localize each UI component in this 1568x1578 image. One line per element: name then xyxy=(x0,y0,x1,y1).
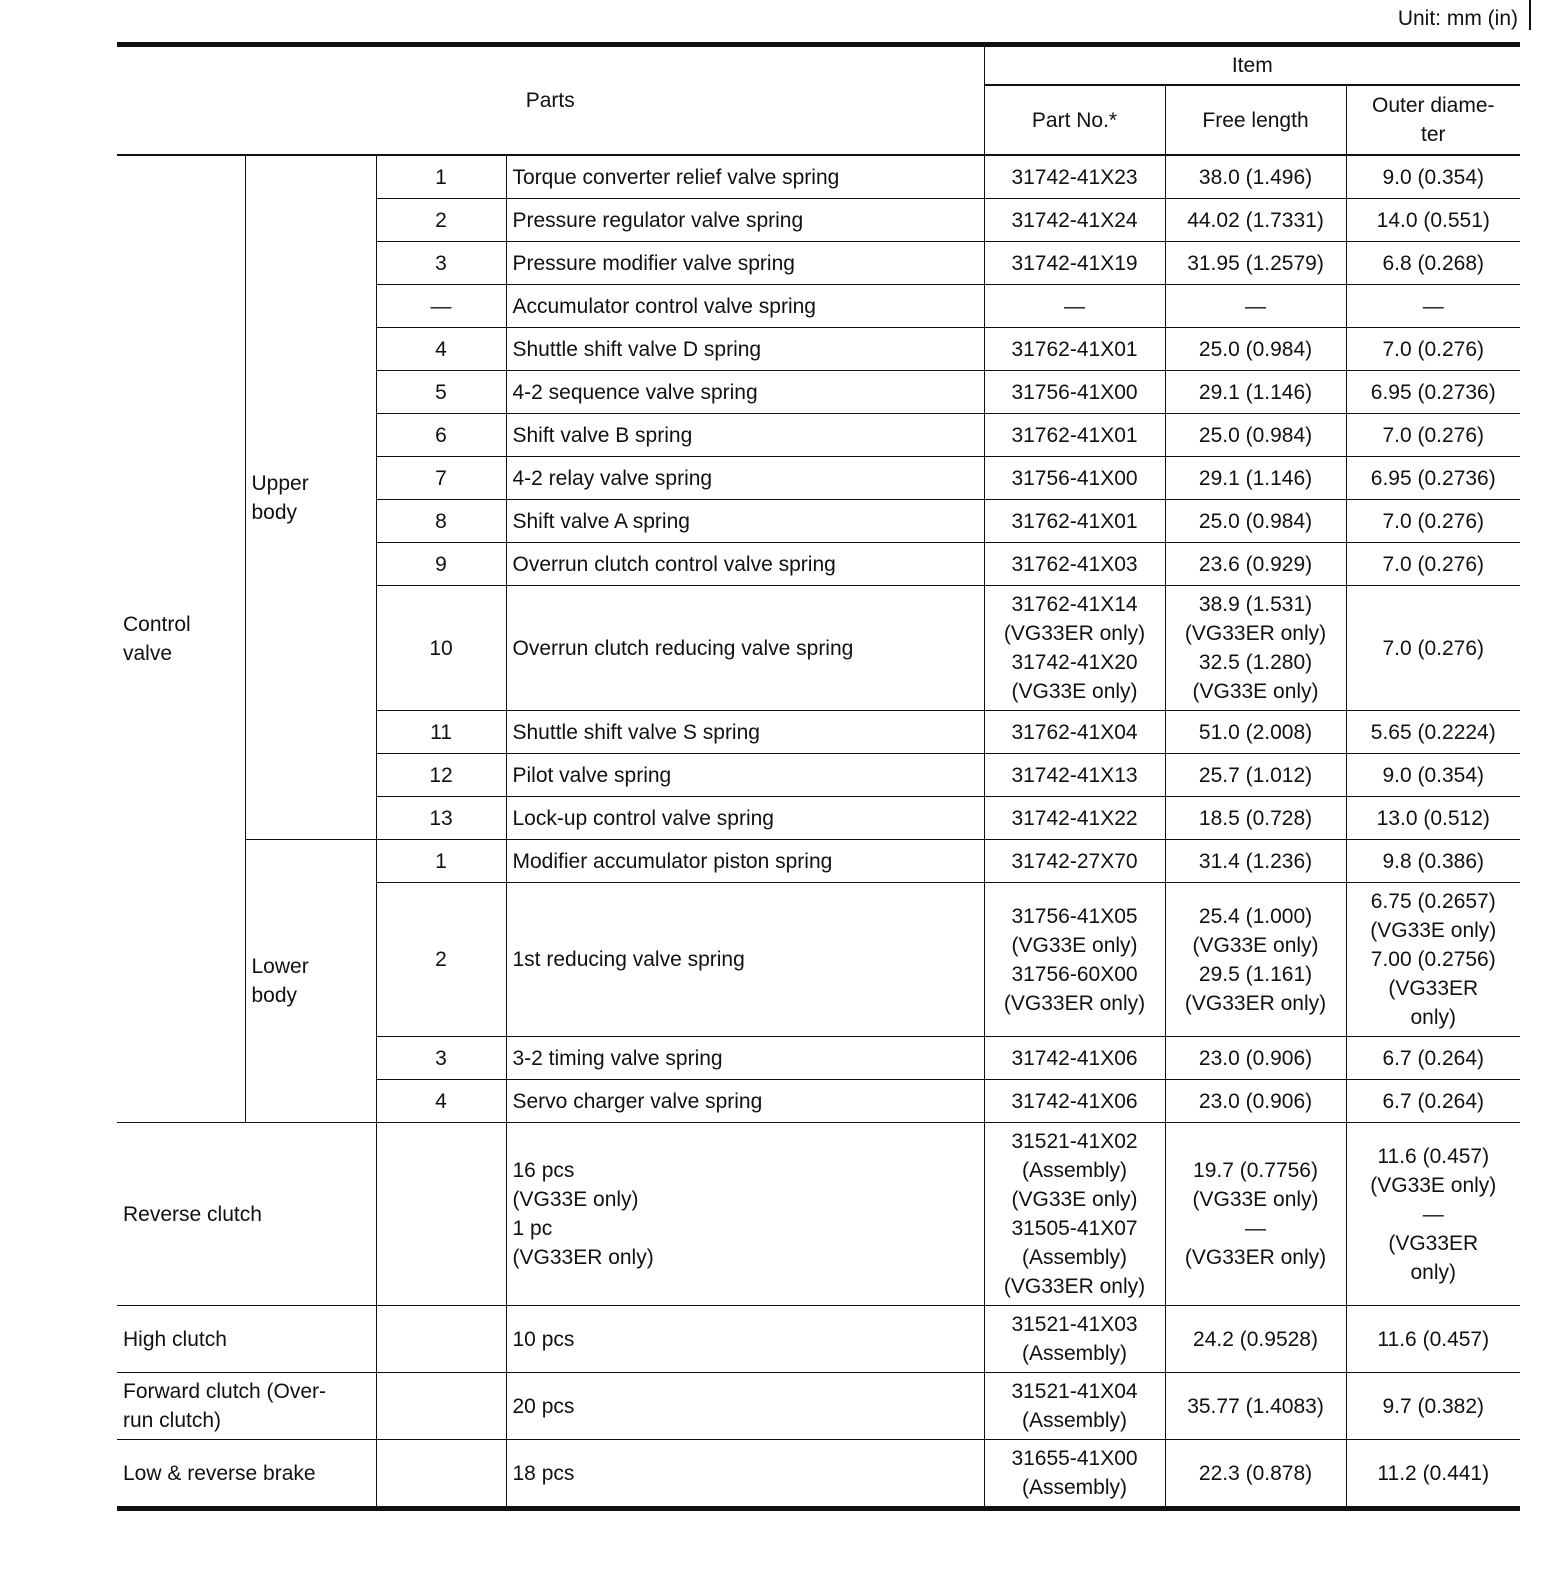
free-length: 23.0 (0.906) xyxy=(1165,1037,1346,1080)
part-name: Modifier accumulator piston spring xyxy=(506,840,984,883)
item-number: 1 xyxy=(376,155,506,199)
item-number: 4 xyxy=(376,328,506,371)
outer-diameter: 7.0 (0.276) xyxy=(1346,328,1520,371)
table-row xyxy=(117,155,1520,199)
item-number: 1 xyxy=(376,840,506,883)
free-length: 25.0 (0.984) xyxy=(1165,414,1346,457)
table-row xyxy=(117,1373,1520,1440)
part-name: Shift valve B spring xyxy=(506,414,984,457)
outer-diameter: 9.0 (0.354) xyxy=(1346,754,1520,797)
outer-diameter: 7.0 (0.276) xyxy=(1346,543,1520,586)
free-length: 38.0 (1.496) xyxy=(1165,155,1346,199)
outer-diameter: 6.95 (0.2736) xyxy=(1346,371,1520,414)
free-length: 18.5 (0.728) xyxy=(1165,797,1346,840)
outer-diameter: 7.0 (0.276) xyxy=(1346,586,1520,711)
assembly-name: Low & reverse brake xyxy=(117,1440,376,1509)
part-number: 31742-27X70 xyxy=(984,840,1165,883)
outer-diameter: 9.0 (0.354) xyxy=(1346,155,1520,199)
empty-cell xyxy=(376,1123,506,1306)
item-number: 11 xyxy=(376,711,506,754)
outer-diameter: 11.6 (0.457) (VG33E only) — (VG33ER only) xyxy=(1346,1123,1520,1306)
outer-diameter: 6.95 (0.2736) xyxy=(1346,457,1520,500)
part-number: 31655-41X00 (Assembly) xyxy=(984,1440,1165,1509)
part-number: 31762-41X01 xyxy=(984,500,1165,543)
part-number: 31756-41X00 xyxy=(984,457,1165,500)
group-control-valve: Control valve xyxy=(117,155,245,1123)
item-number: 9 xyxy=(376,543,506,586)
empty-cell xyxy=(376,1306,506,1373)
part-name: 4-2 sequence valve spring xyxy=(506,371,984,414)
part-number: 31756-41X00 xyxy=(984,371,1165,414)
unit-label: Unit: mm (in) xyxy=(1397,7,1518,30)
item-number: 8 xyxy=(376,500,506,543)
item-number: 3 xyxy=(376,1037,506,1080)
quantity: 16 pcs (VG33E only) 1 pc (VG33ER only) xyxy=(506,1123,984,1306)
item-number: 6 xyxy=(376,414,506,457)
part-name: Shuttle shift valve S spring xyxy=(506,711,984,754)
part-number: 31742-41X24 xyxy=(984,199,1165,242)
outer-diameter: 6.8 (0.268) xyxy=(1346,242,1520,285)
free-length: 23.6 (0.929) xyxy=(1165,543,1346,586)
part-number: 31762-41X03 xyxy=(984,543,1165,586)
part-name: Servo charger valve spring xyxy=(506,1080,984,1123)
part-number: 31742-41X06 xyxy=(984,1037,1165,1080)
item-number: 2 xyxy=(376,883,506,1037)
part-name: Pilot valve spring xyxy=(506,754,984,797)
part-number: 31762-41X01 xyxy=(984,328,1165,371)
free-length: 22.3 (0.878) xyxy=(1165,1440,1346,1509)
outer-diameter: 11.6 (0.457) xyxy=(1346,1306,1520,1373)
part-number: 31762-41X14 (VG33ER only) 31742-41X20 (VG33E only) xyxy=(984,586,1165,711)
table-row xyxy=(117,1440,1520,1509)
outer-diameter: 9.7 (0.382) xyxy=(1346,1373,1520,1440)
part-name: Shift valve A spring xyxy=(506,500,984,543)
part-number: 31742-41X13 xyxy=(984,754,1165,797)
free-length: 25.7 (1.012) xyxy=(1165,754,1346,797)
table-row xyxy=(117,1123,1520,1306)
item-number: 3 xyxy=(376,242,506,285)
part-name: Torque converter relief valve spring xyxy=(506,155,984,199)
free-length: 24.2 (0.9528) xyxy=(1165,1306,1346,1373)
outer-diameter: 6.75 (0.2657) (VG33E only) 7.00 (0.2756) (VG33ER only) xyxy=(1346,883,1520,1037)
part-number: 31762-41X04 xyxy=(984,711,1165,754)
free-length: 31.95 (1.2579) xyxy=(1165,242,1346,285)
outer-diameter: 14.0 (0.551) xyxy=(1346,199,1520,242)
empty-cell xyxy=(376,1373,506,1440)
free-length: 23.0 (0.906) xyxy=(1165,1080,1346,1123)
part-name: Overrun clutch control valve spring xyxy=(506,543,984,586)
free-length: 38.9 (1.531) (VG33ER only) 32.5 (1.280) (VG33E only) xyxy=(1165,586,1346,711)
part-number: 31742-41X06 xyxy=(984,1080,1165,1123)
item-number: 4 xyxy=(376,1080,506,1123)
group-upper-body: Upper body xyxy=(245,155,376,840)
outer-diameter: 5.65 (0.2224) xyxy=(1346,711,1520,754)
part-number: 31756-41X05 (VG33E only) 31756-60X00 (VG33ER only) xyxy=(984,883,1165,1037)
group-lower-body: Lower body xyxy=(245,840,376,1123)
item-number: — xyxy=(376,285,506,328)
outer-diameter: 11.2 (0.441) xyxy=(1346,1440,1520,1509)
assembly-name: High clutch xyxy=(117,1306,376,1373)
outer-diameter: 13.0 (0.512) xyxy=(1346,797,1520,840)
part-name: Accumulator control valve spring xyxy=(506,285,984,328)
header-free-length: Free length xyxy=(1165,85,1346,155)
part-name: 1st reducing valve spring xyxy=(506,883,984,1037)
part-name: 3-2 timing valve spring xyxy=(506,1037,984,1080)
free-length: 19.7 (0.7756) (VG33E only) — (VG33ER only) xyxy=(1165,1123,1346,1306)
part-number: 31521-41X03 (Assembly) xyxy=(984,1306,1165,1373)
header-parts: Parts xyxy=(117,45,984,156)
margin-mark xyxy=(1529,0,1531,30)
free-length: 44.02 (1.7331) xyxy=(1165,199,1346,242)
part-number: — xyxy=(984,285,1165,328)
header-outer-diameter: Outer diame- ter xyxy=(1346,85,1520,155)
item-number: 7 xyxy=(376,457,506,500)
free-length: 25.0 (0.984) xyxy=(1165,500,1346,543)
item-number: 12 xyxy=(376,754,506,797)
quantity: 20 pcs xyxy=(506,1373,984,1440)
part-name: Pressure regulator valve spring xyxy=(506,199,984,242)
free-length: 25.4 (1.000) (VG33E only) 29.5 (1.161) (VG33ER only) xyxy=(1165,883,1346,1037)
item-number: 10 xyxy=(376,586,506,711)
free-length: 31.4 (1.236) xyxy=(1165,840,1346,883)
outer-diameter: 7.0 (0.276) xyxy=(1346,414,1520,457)
part-name: 4-2 relay valve spring xyxy=(506,457,984,500)
header-part-no: Part No.* xyxy=(984,85,1165,155)
free-length: 29.1 (1.146) xyxy=(1165,457,1346,500)
free-length: — xyxy=(1165,285,1346,328)
part-number: 31762-41X01 xyxy=(984,414,1165,457)
outer-diameter: 6.7 (0.264) xyxy=(1346,1037,1520,1080)
outer-diameter: — xyxy=(1346,285,1520,328)
table-row xyxy=(117,840,1520,883)
part-name: Lock-up control valve spring xyxy=(506,797,984,840)
item-number: 5 xyxy=(376,371,506,414)
part-number: 31521-41X02 (Assembly) (VG33E only) 31505-41X07 (Assembly) (VG33ER only) xyxy=(984,1123,1165,1306)
outer-diameter: 7.0 (0.276) xyxy=(1346,500,1520,543)
header-item: Item xyxy=(984,45,1520,86)
free-length: 29.1 (1.146) xyxy=(1165,371,1346,414)
part-number: 31742-41X22 xyxy=(984,797,1165,840)
free-length: 25.0 (0.984) xyxy=(1165,328,1346,371)
item-number: 2 xyxy=(376,199,506,242)
assembly-name: Forward clutch (Over- run clutch) xyxy=(117,1373,376,1440)
part-number: 31521-41X04 (Assembly) xyxy=(984,1373,1165,1440)
free-length: 51.0 (2.008) xyxy=(1165,711,1346,754)
free-length: 35.77 (1.4083) xyxy=(1165,1373,1346,1440)
spring-spec-table xyxy=(117,42,1520,1511)
part-number: 31742-41X23 xyxy=(984,155,1165,199)
empty-cell xyxy=(376,1440,506,1509)
outer-diameter: 6.7 (0.264) xyxy=(1346,1080,1520,1123)
assembly-name: Reverse clutch xyxy=(117,1123,376,1306)
table-row xyxy=(117,1306,1520,1373)
quantity: 18 pcs xyxy=(506,1440,984,1509)
part-name: Overrun clutch reducing valve spring xyxy=(506,586,984,711)
part-number: 31742-41X19 xyxy=(984,242,1165,285)
part-name: Shuttle shift valve D spring xyxy=(506,328,984,371)
part-name: Pressure modifier valve spring xyxy=(506,242,984,285)
quantity: 10 pcs xyxy=(506,1306,984,1373)
item-number: 13 xyxy=(376,797,506,840)
outer-diameter: 9.8 (0.386) xyxy=(1346,840,1520,883)
